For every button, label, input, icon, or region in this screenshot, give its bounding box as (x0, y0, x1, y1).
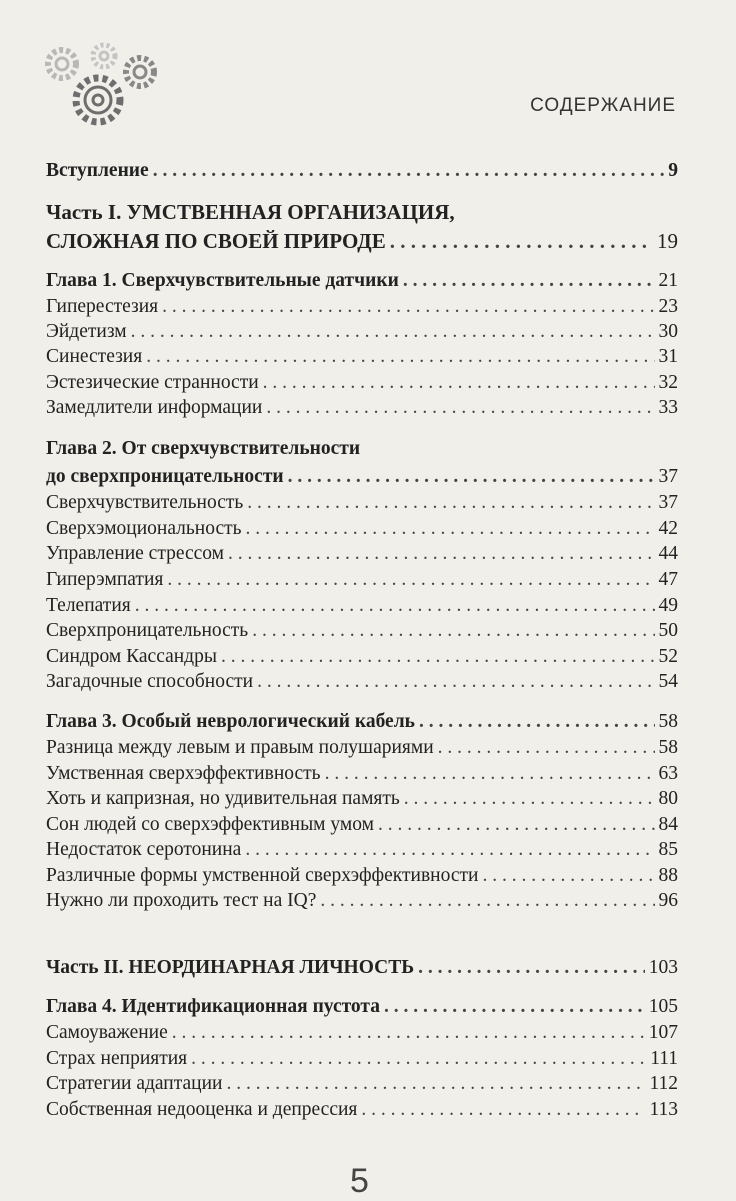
toc-item (46, 1021, 678, 1045)
dot-leader (288, 465, 655, 489)
dot-leader (247, 491, 654, 515)
toc-item (46, 619, 678, 643)
toc-title: Глава 4. Идентификационная пустота (46, 996, 380, 1017)
dot-leader (245, 838, 654, 862)
toc-item (46, 838, 678, 862)
dot-leader (162, 295, 654, 319)
toc-title: Страх неприятия (46, 1048, 188, 1069)
gears-icon (40, 34, 164, 130)
toc-item (46, 787, 678, 811)
toc-page: 19 (657, 229, 678, 253)
toc-title: Гиперестезия (46, 296, 159, 317)
toc-page: 52 (658, 646, 678, 667)
toc-item (46, 1072, 678, 1096)
toc-title: Синдром Кассандры (46, 646, 217, 667)
dot-leader (246, 517, 655, 541)
dot-leader (135, 594, 655, 618)
dot-leader (252, 619, 654, 643)
toc-chapter-2 (46, 465, 678, 489)
toc-title: Гиперэмпатия (46, 569, 164, 590)
toc-page: 85 (658, 839, 678, 860)
dot-leader (226, 1072, 645, 1096)
toc-page: 44 (658, 543, 678, 564)
toc-page: 105 (648, 996, 678, 1017)
dot-leader (221, 645, 655, 669)
toc-item (46, 295, 678, 319)
toc-item (46, 1098, 678, 1122)
toc-chapter-4 (46, 995, 678, 1019)
dot-leader (167, 568, 654, 592)
toc-page: 111 (650, 1048, 678, 1069)
toc-item (46, 491, 678, 515)
toc-part-2 (46, 956, 678, 980)
toc-title: Хоть и капризная, но удивительная память (46, 788, 400, 809)
toc-title: Разница между левым и правым полушариями (46, 737, 434, 758)
toc-title: Нужно ли проходить тест на IQ? (46, 890, 317, 911)
toc-item (46, 1047, 678, 1071)
toc-title: Самоуважение (46, 1022, 168, 1043)
toc-title: Эстезические странности (46, 372, 259, 393)
toc-page: 107 (648, 1022, 678, 1043)
header-title: СОДЕРЖАНИЕ (530, 95, 676, 116)
toc-page: 49 (658, 595, 678, 616)
toc-title: Сон людей со сверхэффективным умом (46, 814, 374, 835)
toc-page: 31 (658, 346, 678, 367)
toc-title: Телепатия (46, 595, 131, 616)
toc-item (46, 568, 678, 592)
toc-page: 9 (668, 160, 678, 181)
dot-leader (257, 670, 654, 694)
toc-page: 30 (658, 321, 678, 342)
toc-title: СЛОЖНАЯ ПО СВОЕЙ ПРИРОДЕ (46, 229, 386, 253)
toc-title: Сверхпроницательность (46, 620, 249, 641)
toc-item (46, 345, 678, 369)
toc-page: 80 (658, 788, 678, 809)
toc-item (46, 762, 678, 786)
dot-leader (153, 159, 665, 183)
toc-title: Часть II. НЕОРДИНАРНАЯ ЛИЧНОСТЬ (46, 957, 415, 978)
dot-leader (263, 371, 655, 395)
toc-item (46, 645, 678, 669)
toc-title: Замедлители информации (46, 397, 263, 418)
toc-page: 47 (658, 569, 678, 590)
dot-leader (418, 956, 645, 980)
toc-page: 37 (658, 466, 678, 487)
toc-item (46, 320, 678, 344)
toc-title: Недостаток серотонина (46, 839, 242, 860)
toc-item (46, 371, 678, 395)
toc-page: 113 (649, 1099, 678, 1120)
dot-leader (404, 787, 655, 811)
toc-page: 84 (658, 814, 678, 835)
toc-title: Сверхчувствительность (46, 492, 244, 513)
toc-page: 42 (658, 518, 678, 539)
dot-leader (438, 736, 655, 760)
toc-page: 103 (648, 957, 678, 978)
toc-item (46, 670, 678, 694)
toc-title: Различные формы умственной сверхэффективности (46, 865, 479, 886)
toc-page: 37 (658, 492, 678, 513)
dot-leader (419, 710, 655, 734)
dot-leader (172, 1021, 645, 1045)
toc-title: Глава 3. Особый неврологический кабель (46, 711, 415, 732)
toc-item (46, 542, 678, 566)
toc-chapter-1 (46, 269, 678, 293)
toc-item (46, 594, 678, 618)
toc-intro (46, 159, 678, 183)
toc-item (46, 889, 678, 913)
toc-page: 21 (658, 270, 678, 291)
toc-page: 32 (658, 372, 678, 393)
toc-page: 58 (658, 737, 678, 758)
toc-item (46, 396, 678, 420)
toc-title: до сверхпроницательности (46, 466, 284, 487)
toc-page: 88 (658, 865, 678, 886)
dot-leader (146, 345, 654, 369)
toc-title: Стратегии адаптации (46, 1073, 223, 1094)
toc-chapter-3 (46, 710, 678, 734)
page-number: 5 (350, 1162, 369, 1200)
toc-part-1 (46, 229, 678, 253)
toc-page: 54 (658, 671, 678, 692)
toc-title: Управление стрессом (46, 543, 225, 564)
toc-title: Эйдетизм (46, 321, 127, 342)
dot-leader (403, 269, 655, 293)
toc-page: 96 (658, 890, 678, 911)
part-1-heading: Часть I. УМСТВЕННАЯ ОРГАНИЗАЦИЯ, (46, 200, 455, 224)
toc-page: 63 (658, 763, 678, 784)
toc-item (46, 813, 678, 837)
dot-leader (361, 1098, 645, 1122)
toc-page: 58 (658, 711, 678, 732)
toc-title: Загадочные способности (46, 671, 254, 692)
dot-leader (384, 995, 645, 1019)
toc-title: Умственная сверхэффективность (46, 763, 321, 784)
dot-leader (378, 813, 655, 837)
toc-title: Синестезия (46, 346, 143, 367)
toc-page: 23 (658, 296, 678, 317)
toc-title: Собственная недооценка и депрессия (46, 1099, 358, 1120)
chapter-2-heading: Глава 2. От сверхчувствительности (46, 438, 361, 459)
dot-leader (325, 762, 655, 786)
dot-leader (266, 396, 654, 420)
dot-leader (228, 542, 654, 566)
toc-item (46, 736, 678, 760)
toc-title: Глава 1. Сверхчувствительные датчики (46, 270, 399, 291)
dot-leader (191, 1047, 646, 1071)
toc-title: Вступление (46, 160, 149, 181)
dot-leader (482, 864, 654, 888)
toc-title: Сверхэмоциональность (46, 518, 242, 539)
toc-item (46, 517, 678, 541)
toc-page: 33 (658, 397, 678, 418)
dot-leader (131, 320, 655, 344)
dot-leader (390, 229, 653, 253)
toc-page: 112 (649, 1073, 678, 1094)
dot-leader (320, 889, 654, 913)
toc-page: 50 (658, 620, 678, 641)
toc-item (46, 864, 678, 888)
